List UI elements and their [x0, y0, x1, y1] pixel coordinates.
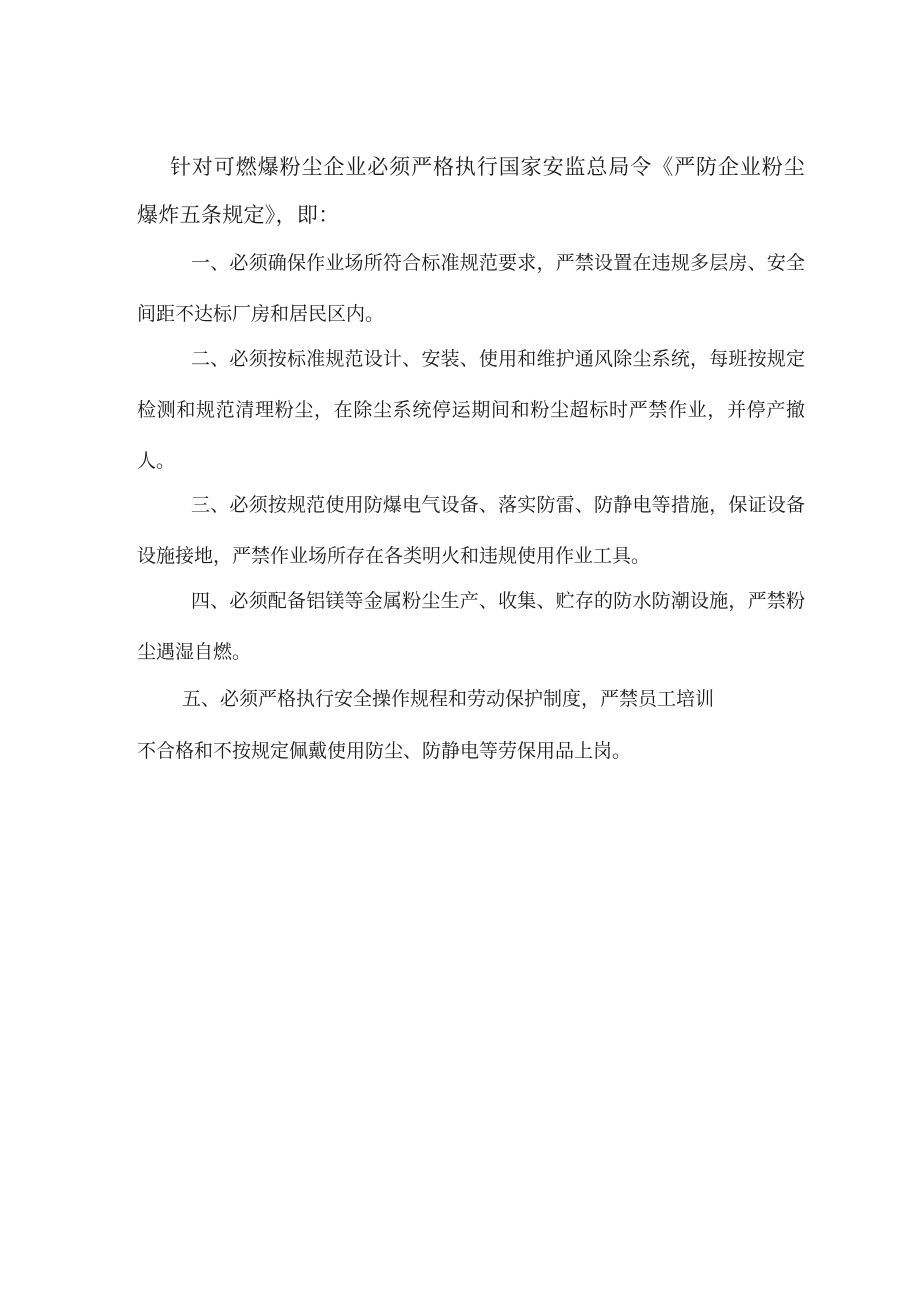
- clause-1: 一、必须确保作业场所符合标准规范要求，严禁设置在违规多层房、安全间距不达标厂房和居民区内。: [137, 252, 805, 325]
- clause-5-line-2: 不合格和不按规定佩戴使用防尘、防静电等劳保用品上岗。: [137, 740, 632, 762]
- clause-4: 四、必须配备铝镁等金属粉尘生产、收集、贮存的防水防潮设施，严禁粉尘遇湿自燃。: [137, 590, 805, 663]
- clause-2: 二、必须按标准规范设计、安装、使用和维护通风除尘系统，每班按规定检测和规范清理粉尘，在除尘系统停运期间和粉尘超标时严禁作业，并停产撤人。: [137, 348, 805, 472]
- clause-5-line-1: 五、必须严格执行安全操作规程和劳动保护制度，严禁员工培训: [182, 688, 715, 710]
- intro-paragraph: 针对可燃爆粉尘企业必须严格执行国家安监总局令《严防企业粉尘爆炸五条规定》，即：: [137, 155, 805, 227]
- clause-3: 三、必须按规范使用防爆电气设备、落实防雷、防静电等措施，保证设备设施接地，严禁作业场所存在各类明火和违规使用作业工具。: [137, 494, 805, 567]
